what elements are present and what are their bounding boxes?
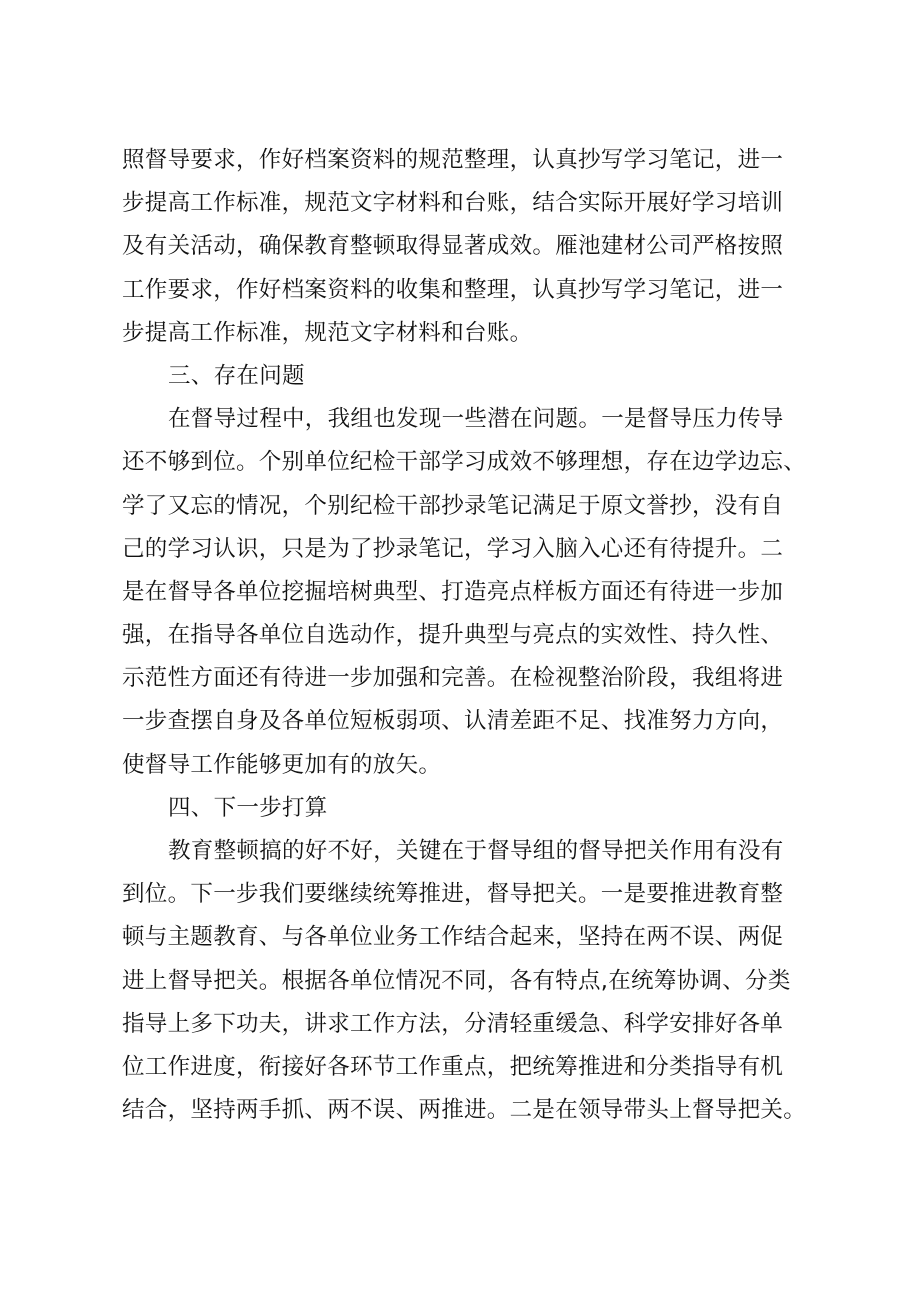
paragraph-line: 学了又忘的情况，个别纪检干部抄录笔记满足于原文誉抄，没有自	[122, 492, 784, 519]
paragraph-line: 是在督导各单位挖掘培树典型、打造亮点样板方面还有待进一步加	[122, 578, 784, 605]
paragraph-line: 使督导工作能够更加有的放矢。	[122, 751, 442, 778]
paragraph-line: 强，在指导各单位自选动作，提升典型与亮点的实效性、持久性、	[122, 622, 784, 649]
document-body	[122, 139, 822, 1132]
section-heading: 三、存在问题	[168, 362, 305, 389]
paragraph-line: 工作要求，作好档案资料的收集和整理，认真抄写学习笔记，进一	[122, 276, 784, 303]
paragraph-line: 进上督导把关。根据各单位情况不同，各有特点,在统筹协调、分类	[122, 967, 791, 994]
paragraph-line: 在督导过程中，我组也发现一些潜在问题。一是督导压力传导	[168, 406, 784, 433]
paragraph-line: 步提高工作标准，规范文字材料和台账，结合实际开展好学习培训	[122, 190, 784, 217]
paragraph-line: 己的学习认识，只是为了抄录笔记，学习入脑入心还有待提升。二	[122, 535, 784, 562]
paragraph-line: 示范性方面还有待进一步加强和完善。在检视整治阶段，我组将进	[122, 665, 784, 692]
paragraph-line: 步提高工作标准，规范文字材料和台账。	[122, 319, 533, 346]
paragraph-line: 教育整顿搞的好不好，关键在于督导组的督导把关作用有没有	[168, 838, 784, 864]
paragraph-line: 一步查摆自身及各单位短板弱项、认清差距不足、找准努力方向，	[122, 708, 784, 735]
paragraph-line: 还不够到位。个别单位纪检干部学习成效不够理想，存在边学边忘、	[122, 449, 807, 476]
paragraph-line: 顿与主题教育、与各单位业务工作结合起来，坚持在两不误、两促	[122, 924, 784, 951]
paragraph-line: 指导上多下功夫，讲求工作方法，分清轻重缓急、科学安排好各单	[122, 1010, 784, 1037]
paragraph-line: 及有关活动，确保教育整顿取得显著成效。雁池建材公司严格按照	[122, 233, 784, 260]
paragraph-line: 到位。下一步我们要继续统筹推进，督导把关。一是要推进教育整	[122, 881, 784, 908]
paragraph-line: 照督导要求，作好档案资料的规范整理，认真抄写学习笔记，进一	[122, 147, 784, 173]
paragraph-line: 位工作进度，衔接好各环节工作重点，把统筹推进和分类指导有机	[122, 1053, 784, 1080]
section-heading: 四、下一步打算	[168, 794, 328, 821]
paragraph-line: 结合，坚持两手抓、两不误、两推进。二是在领导带头上督导把关。	[122, 1097, 807, 1124]
